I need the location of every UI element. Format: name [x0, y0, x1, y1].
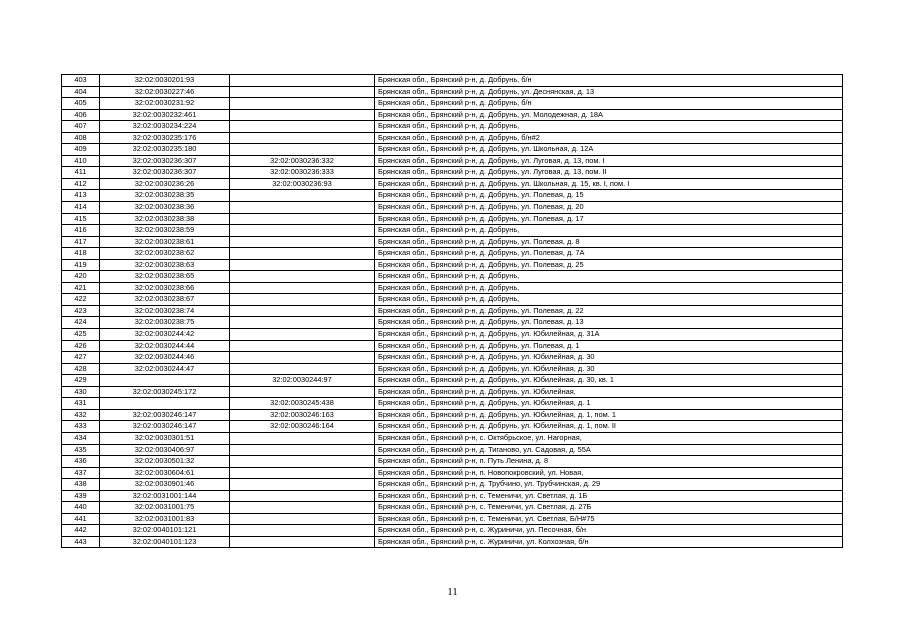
row-number-cell: 440 [62, 502, 100, 514]
premises-cadastral-number-cell: 32:02:0030246:164 [230, 421, 375, 433]
address-cell: Брянская обл., Брянский р-н, д. Добрунь, ул. Школьная, д. 12А [375, 144, 843, 156]
table-row [62, 305, 843, 317]
premises-cadastral-number-cell: 32:02:0030245:438 [230, 398, 375, 410]
registry-table [61, 74, 843, 548]
row-number-cell: 424 [62, 317, 100, 329]
table-row [62, 490, 843, 502]
cadastral-number-cell: 32:02:0030604:61 [100, 467, 230, 479]
address-cell: Брянская обл., Брянский р-н, д. Добрунь, ул. Полевая, д. 17 [375, 213, 843, 225]
table-row [62, 282, 843, 294]
address-cell: Брянская обл., Брянский р-н, д. Добрунь, б/н#2 [375, 132, 843, 144]
table-row [62, 259, 843, 271]
address-cell: Брянская обл., Брянский р-н, д. Добрунь, [375, 121, 843, 133]
premises-cadastral-number-cell [230, 282, 375, 294]
cadastral-number-cell: 32:02:0030245:172 [100, 386, 230, 398]
row-number-cell: 436 [62, 456, 100, 468]
premises-cadastral-number-cell: 32:02:0030236:333 [230, 167, 375, 179]
address-cell: Брянская обл., Брянский р-н, д. Добрунь, [375, 294, 843, 306]
premises-cadastral-number-cell: 32:02:0030236:332 [230, 155, 375, 167]
row-number-cell: 430 [62, 386, 100, 398]
address-cell: Брянская обл., Брянский р-н, д. Трубчино, ул. Трубчинская, д. 29 [375, 479, 843, 491]
table-row [62, 225, 843, 237]
table-row [62, 375, 843, 387]
cadastral-number-cell: 32:02:0030246:147 [100, 409, 230, 421]
address-cell: Брянская обл., Брянский р-н, д. Добрунь, ул. Луговая, д. 13, пом. II [375, 167, 843, 179]
address-cell: Брянская обл., Брянский р-н, д. Добрунь, ул. Юбилейная, д. 30 [375, 352, 843, 364]
premises-cadastral-number-cell [230, 248, 375, 260]
cadastral-number-cell: 32:02:0030238:74 [100, 305, 230, 317]
premises-cadastral-number-cell [230, 340, 375, 352]
table-row [62, 502, 843, 514]
premises-cadastral-number-cell [230, 444, 375, 456]
table-row [62, 536, 843, 548]
table-row [62, 178, 843, 190]
cadastral-number-cell: 32:02:0030238:35 [100, 190, 230, 202]
cadastral-number-cell: 32:02:0030244:46 [100, 352, 230, 364]
cadastral-number-cell: 32:02:0030236:307 [100, 155, 230, 167]
row-number-cell: 415 [62, 213, 100, 225]
row-number-cell: 416 [62, 225, 100, 237]
cadastral-number-cell: 32:02:0030234:224 [100, 121, 230, 133]
cadastral-number-cell: 32:02:0030231:92 [100, 98, 230, 110]
table-row [62, 132, 843, 144]
address-cell: Брянская обл., Брянский р-н, д. Добрунь, ул. Полевая, д. 20 [375, 202, 843, 214]
address-cell: Брянская обл., Брянский р-н, д. Добрунь, ул. Молодежная, д. 18А [375, 109, 843, 121]
table-row [62, 363, 843, 375]
row-number-cell: 443 [62, 536, 100, 548]
premises-cadastral-number-cell [230, 386, 375, 398]
premises-cadastral-number-cell [230, 202, 375, 214]
cadastral-number-cell: 32:02:0030236:26 [100, 178, 230, 190]
table-row [62, 86, 843, 98]
cadastral-number-cell: 32:02:0030406:97 [100, 444, 230, 456]
table-row [62, 340, 843, 352]
premises-cadastral-number-cell [230, 479, 375, 491]
row-number-cell: 432 [62, 409, 100, 421]
row-number-cell: 437 [62, 467, 100, 479]
address-cell: Брянская обл., Брянский р-н, д. Добрунь, ул. Полевая, д. 22 [375, 305, 843, 317]
row-number-cell: 426 [62, 340, 100, 352]
cadastral-number-cell: 32:02:0030238:66 [100, 282, 230, 294]
row-number-cell: 404 [62, 86, 100, 98]
row-number-cell: 431 [62, 398, 100, 410]
cadastral-number-cell: 32:02:0040101:123 [100, 536, 230, 548]
table-row [62, 329, 843, 341]
premises-cadastral-number-cell: 32:02:0030236:93 [230, 178, 375, 190]
row-number-cell: 425 [62, 329, 100, 341]
row-number-cell: 417 [62, 236, 100, 248]
cadastral-number-cell: 32:02:0030235:176 [100, 132, 230, 144]
row-number-cell: 421 [62, 282, 100, 294]
row-number-cell: 428 [62, 363, 100, 375]
table-row [62, 525, 843, 537]
row-number-cell: 433 [62, 421, 100, 433]
row-number-cell: 409 [62, 144, 100, 156]
address-cell: Брянская обл., Брянский р-н, д. Добрунь, [375, 225, 843, 237]
address-cell: Брянская обл., Брянский р-н, с. Теменичи, ул. Светлая, Б/Н#75 [375, 513, 843, 525]
premises-cadastral-number-cell [230, 536, 375, 548]
table-row [62, 202, 843, 214]
premises-cadastral-number-cell [230, 432, 375, 444]
table-row [62, 386, 843, 398]
cadastral-number-cell: 32:02:0031001:75 [100, 502, 230, 514]
address-cell: Брянская обл., Брянский р-н, д. Добрунь, ул. Полевая, д. 8 [375, 236, 843, 248]
address-cell: Брянская обл., Брянский р-н, д. Добрунь, ул. Полевая, д. 7А [375, 248, 843, 260]
table-row [62, 294, 843, 306]
cadastral-number-cell: 32:02:0031001:83 [100, 513, 230, 525]
table-row [62, 513, 843, 525]
table-row [62, 213, 843, 225]
cadastral-number-cell: 32:02:0030238:36 [100, 202, 230, 214]
address-cell: Брянская обл., Брянский р-н, д. Добрунь, ул. Луговая, д. 13, пом. I [375, 155, 843, 167]
table-row [62, 317, 843, 329]
table-row [62, 190, 843, 202]
address-cell: Брянская обл., Брянский р-н, д. Добрунь, ул. Юбилейная, д. 1, пом. 1 [375, 409, 843, 421]
cadastral-number-cell: 32:02:0030238:65 [100, 271, 230, 283]
premises-cadastral-number-cell [230, 213, 375, 225]
premises-cadastral-number-cell [230, 132, 375, 144]
cadastral-number-cell: 32:02:0030238:63 [100, 259, 230, 271]
table-row [62, 271, 843, 283]
table-row [62, 352, 843, 364]
table-row [62, 444, 843, 456]
address-cell: Брянская обл., Брянский р-н, д. Добрунь, ул. Юбилейная, д. 31А [375, 329, 843, 341]
address-cell: Брянская обл., Брянский р-н, с. Журиничи, ул. Колхозная, б/н [375, 536, 843, 548]
premises-cadastral-number-cell [230, 294, 375, 306]
cadastral-number-cell: 32:02:0030501:32 [100, 456, 230, 468]
address-cell: Брянская обл., Брянский р-н, с. Теменичи, ул. Светлая, д. 1Б [375, 490, 843, 502]
premises-cadastral-number-cell [230, 144, 375, 156]
table-row [62, 409, 843, 421]
premises-cadastral-number-cell [230, 317, 375, 329]
table-row [62, 236, 843, 248]
address-cell: Брянская обл., Брянский р-н, д. Добрунь, [375, 282, 843, 294]
premises-cadastral-number-cell [230, 271, 375, 283]
premises-cadastral-number-cell [230, 363, 375, 375]
address-cell: Брянская обл., Брянский р-н, с. Теменичи, ул. Светлая, д. 27Б [375, 502, 843, 514]
cadastral-number-cell: 32:02:0040101:121 [100, 525, 230, 537]
cadastral-number-cell: 32:02:0031001:144 [100, 490, 230, 502]
table-row [62, 121, 843, 133]
premises-cadastral-number-cell [230, 352, 375, 364]
cadastral-number-cell: 32:02:0030201:93 [100, 75, 230, 87]
cadastral-number-cell: 32:02:0030235:180 [100, 144, 230, 156]
cadastral-number-cell: 32:02:0030238:62 [100, 248, 230, 260]
registry-table-body [62, 75, 843, 548]
table-row [62, 432, 843, 444]
table-row [62, 456, 843, 468]
page-number: 11 [447, 586, 458, 598]
row-number-cell: 439 [62, 490, 100, 502]
premises-cadastral-number-cell [230, 259, 375, 271]
address-cell: Брянская обл., Брянский р-н, д. Добрунь, ул. Юбилейная, д. 30 [375, 363, 843, 375]
table-row [62, 75, 843, 87]
row-number-cell: 422 [62, 294, 100, 306]
table-row [62, 467, 843, 479]
premises-cadastral-number-cell: 32:02:0030244:97 [230, 375, 375, 387]
premises-cadastral-number-cell [230, 467, 375, 479]
table-row [62, 167, 843, 179]
table-row [62, 155, 843, 167]
cadastral-number-cell: 32:02:0030246:147 [100, 421, 230, 433]
table-row [62, 109, 843, 121]
cadastral-number-cell: 32:02:0030227:46 [100, 86, 230, 98]
premises-cadastral-number-cell [230, 190, 375, 202]
premises-cadastral-number-cell [230, 502, 375, 514]
cadastral-number-cell: 32:02:0030236:307 [100, 167, 230, 179]
cadastral-number-cell: 32:02:0030238:67 [100, 294, 230, 306]
row-number-cell: 427 [62, 352, 100, 364]
cadastral-number-cell: 32:02:0030238:75 [100, 317, 230, 329]
table-row [62, 248, 843, 260]
row-number-cell: 441 [62, 513, 100, 525]
address-cell: Брянская обл., Брянский р-н, д. Добрунь, б/н [375, 75, 843, 87]
premises-cadastral-number-cell [230, 513, 375, 525]
row-number-cell: 434 [62, 432, 100, 444]
premises-cadastral-number-cell [230, 75, 375, 87]
cadastral-number-cell: 32:02:0030244:47 [100, 363, 230, 375]
row-number-cell: 403 [62, 75, 100, 87]
table-row [62, 479, 843, 491]
address-cell: Брянская обл., Брянский р-н, д. Добрунь, ул. Юбилейная, [375, 386, 843, 398]
table-row [62, 398, 843, 410]
address-cell: Брянская обл., Брянский р-н, п. Новопокровский, ул. Новая, [375, 467, 843, 479]
table-row [62, 144, 843, 156]
premises-cadastral-number-cell [230, 525, 375, 537]
address-cell: Брянская обл., Брянский р-н, д. Добрунь, б/н [375, 98, 843, 110]
address-cell: Брянская обл., Брянский р-н, д. Добрунь, ул. Юбилейная, д. 1, пом. II [375, 421, 843, 433]
row-number-cell: 442 [62, 525, 100, 537]
address-cell: Брянская обл., Брянский р-н, с. Журиничи, ул. Песочная, б/н [375, 525, 843, 537]
address-cell: Брянская обл., Брянский р-н, п. Путь Ленина, д. 8 [375, 456, 843, 468]
cadastral-number-cell: 32:02:0030232:461 [100, 109, 230, 121]
premises-cadastral-number-cell [230, 86, 375, 98]
address-cell: Брянская обл., Брянский р-н, д. Добрунь, ул. Юбилейная, д. 30, кв. 1 [375, 375, 843, 387]
row-number-cell: 418 [62, 248, 100, 260]
address-cell: Брянская обл., Брянский р-н, д. Добрунь, [375, 271, 843, 283]
row-number-cell: 408 [62, 132, 100, 144]
row-number-cell: 419 [62, 259, 100, 271]
address-cell: Брянская обл., Брянский р-н, д. Добрунь, ул. Юбилейная, д. 1 [375, 398, 843, 410]
row-number-cell: 414 [62, 202, 100, 214]
premises-cadastral-number-cell [230, 329, 375, 341]
premises-cadastral-number-cell [230, 305, 375, 317]
row-number-cell: 405 [62, 98, 100, 110]
premises-cadastral-number-cell: 32:02:0030246:163 [230, 409, 375, 421]
address-cell: Брянская обл., Брянский р-н, с. Октябрьское, ул. Нагорная, [375, 432, 843, 444]
row-number-cell: 407 [62, 121, 100, 133]
cadastral-number-cell: 32:02:0030301:51 [100, 432, 230, 444]
premises-cadastral-number-cell [230, 109, 375, 121]
row-number-cell: 411 [62, 167, 100, 179]
premises-cadastral-number-cell [230, 490, 375, 502]
cadastral-number-cell: 32:02:0030238:38 [100, 213, 230, 225]
cadastral-number-cell: 32:02:0030901:46 [100, 479, 230, 491]
address-cell: Брянская обл., Брянский р-н, д. Добрунь, ул. Полевая, д. 25 [375, 259, 843, 271]
address-cell: Брянская обл., Брянский р-н, д. Тиганово, ул. Садовая, д. 55А [375, 444, 843, 456]
table-row [62, 421, 843, 433]
premises-cadastral-number-cell [230, 236, 375, 248]
address-cell: Брянская обл., Брянский р-н, д. Добрунь, ул. Полевая, д. 13 [375, 317, 843, 329]
row-number-cell: 429 [62, 375, 100, 387]
row-number-cell: 435 [62, 444, 100, 456]
row-number-cell: 420 [62, 271, 100, 283]
row-number-cell: 406 [62, 109, 100, 121]
cadastral-number-cell [100, 375, 230, 387]
row-number-cell: 410 [62, 155, 100, 167]
table-row [62, 98, 843, 110]
address-cell: Брянская обл., Брянский р-н, д. Добрунь, ул. Школьная, д. 15, кв. I, пом. I [375, 178, 843, 190]
address-cell: Брянская обл., Брянский р-н, д. Добрунь, ул. Полевая, д. 15 [375, 190, 843, 202]
row-number-cell: 438 [62, 479, 100, 491]
cadastral-number-cell: 32:02:0030244:42 [100, 329, 230, 341]
premises-cadastral-number-cell [230, 456, 375, 468]
address-cell: Брянская обл., Брянский р-н, д. Добрунь, ул. Полевая, д. 1 [375, 340, 843, 352]
premises-cadastral-number-cell [230, 98, 375, 110]
address-cell: Брянская обл., Брянский р-н, д. Добрунь, ул. Деснянская, д. 13 [375, 86, 843, 98]
premises-cadastral-number-cell [230, 121, 375, 133]
cadastral-number-cell: 32:02:0030238:59 [100, 225, 230, 237]
premises-cadastral-number-cell [230, 225, 375, 237]
row-number-cell: 413 [62, 190, 100, 202]
cadastral-number-cell: 32:02:0030244:44 [100, 340, 230, 352]
row-number-cell: 412 [62, 178, 100, 190]
cadastral-number-cell [100, 398, 230, 410]
cadastral-number-cell: 32:02:0030238:61 [100, 236, 230, 248]
row-number-cell: 423 [62, 305, 100, 317]
